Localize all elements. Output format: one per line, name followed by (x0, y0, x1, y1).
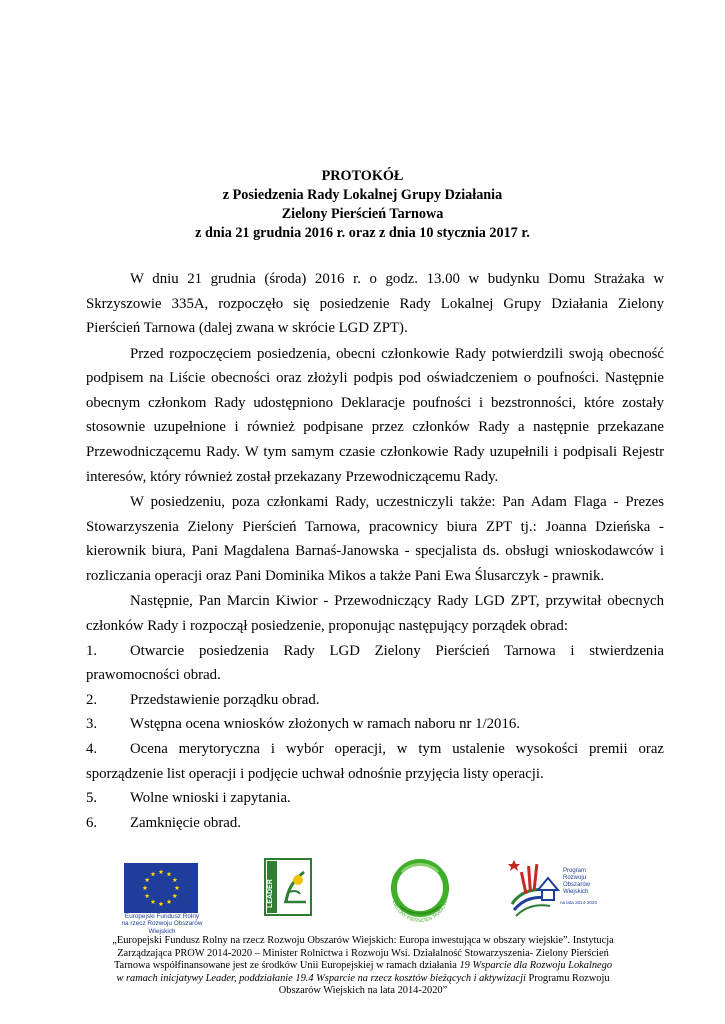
document-title (0, 167, 725, 243)
eu-stars-icon (124, 863, 198, 913)
logo-strip (0, 850, 725, 935)
prow-label-3: Obszarów (563, 882, 591, 888)
agenda-item-text: Ocena merytoryczna i wybór operacji, w tym ustalenie wysokości premii oraz sporządzenie list operacji i podjęcie uchwał odnośnie przyjęcia listy operacji. (86, 740, 664, 782)
agenda-item-number: 1. (86, 642, 98, 659)
paragraph-attendance: Przed rozpoczęciem posiedzenia, obecni członkowie Rady potwierdzili swoją obecność podpisem na Liście obecności oraz złożyli podpis pod oświadczeniem o poufności. Następnie obecnym członkom Rady udostępniono Deklaracje poufności i bezstronności, które zostały stosownie uzupełnione i również podpisane przez członków Rady a następnie przekazane Przewodniczącemu Rady. W tym samym czasie członkowie Rady uzupełnili i podpisali Rejestr interesów, który również został przekazany Przewodniczącemu Rady. (86, 345, 664, 485)
prow-label-1: Program (563, 868, 587, 874)
footer-line-3-text: Tarnowa współfinansowane jest ze środków Unii Europejskiej w ramach działania (113, 960, 460, 972)
footer-line-1: „Europejski Fundusz Rolny na rzecz Rozwoju Obszarów Wiejskich: Europa inwestująca w obszary wiejskie”. Instytucja (112, 935, 614, 946)
ring-label: ZIELONY PIERŚCIEŃ TARNOWA (390, 897, 450, 925)
agenda-item-number: 2. (86, 691, 98, 708)
footer-line-3-italic: 19 Wsparcie dla Rozwoju Lokalnego (459, 960, 613, 972)
footer-line-2: Zarządzająca PROW 2014-2020 – Minister Rolnictwa i Rozwoju Wsi. Działalność Stowarzyszenia- Zielony Pierścień (117, 947, 609, 959)
agenda-list (86, 639, 664, 836)
agenda-item-number: 5. (86, 790, 98, 807)
agenda-item-text: Otwarcie posiedzenia Rady LGD Zielony Pierścień Tarnowa i stwierdzenia prawomocności obrad. (86, 642, 664, 684)
title-line-4: z dnia 21 grudnia 2016 r. oraz z dnia 10 stycznia 2017 r. (195, 225, 530, 241)
agenda-item-text: Przedstawienie porządku obrad. (130, 691, 320, 708)
eu-flag-logo (124, 863, 198, 913)
prow-label-4: Wiejskich (563, 889, 589, 895)
leader-logo (264, 858, 312, 916)
agenda-item (86, 688, 664, 713)
footer-line-4 (74, 973, 652, 986)
footer-line-5: Obszarów Wiejskich na lata 2014-2020” (278, 985, 448, 997)
eu-fund-caption (112, 913, 212, 935)
eu-caption-line-1: Europejski Fundusz Rolny (124, 913, 200, 920)
agenda-item-number: 6. (86, 814, 98, 831)
prow-label-2: Rozwoju (563, 875, 587, 881)
footer-line-3 (74, 960, 652, 973)
agenda-item (86, 737, 664, 786)
agenda-item-text: Wstępna ocena wniosków złożonych w ramach naboru nr 1/2016. (130, 716, 520, 733)
agenda-item (86, 811, 664, 836)
document-body (86, 267, 664, 835)
footer-line-4-text: Programu Rozwoju (525, 972, 610, 984)
funding-footer (74, 935, 652, 998)
agenda-item-number: 4. (86, 740, 98, 757)
leader-icon (264, 858, 312, 916)
agenda-item (86, 786, 664, 811)
agenda-item (86, 712, 664, 737)
agenda-item (86, 639, 664, 688)
green-ring-icon (382, 854, 458, 926)
agenda-item-number: 3. (86, 716, 98, 733)
paragraph-agenda-intro: Następnie, Pan Marcin Kiwior - Przewodniczący Rady LGD ZPT, przywitał obecnych członków Rady i rozpoczął posiedzenie, proponując następujący porządek obrad: (86, 593, 664, 634)
leader-label: LEADER (267, 879, 274, 908)
prow-label-5: na lata 2014-2020 (560, 900, 598, 905)
agenda-item-text: Zamknięcie obrad. (130, 814, 241, 831)
paragraph-opening: W dniu 21 grudnia (środa) 2016 r. o godz. 13.00 w budynku Domu Strażaka w Skrzyszowie 335A, rozpoczęło się posiedzenie Rady Lokalnej Grupy Działania Zielony Pierścień Tarnowa (dalej zwana w skrócie LGD ZPT). (86, 271, 664, 337)
prow-icon (508, 852, 598, 924)
zielony-pierscien-logo (382, 854, 458, 926)
title-line-2: z Posiedzenia Rady Lokalnej Grupy Działania (222, 187, 503, 203)
prow-logo (508, 852, 598, 924)
title-line-1: PROTOKÓŁ (321, 168, 404, 184)
footer-line-4-italic: w ramach inicjatywy Leader, poddziałanie 19.4 Wsparcie na rzecz kosztów bieżących i aktywizacji (116, 972, 526, 984)
agenda-item-text: Wolne wnioski i zapytania. (130, 790, 291, 807)
title-line-3: Zielony Pierścień Tarnowa (281, 206, 444, 222)
eu-caption-line-2: na rzecz Rozwoju Obszarów Wiejskich (121, 920, 203, 935)
paragraph-participants: W posiedzeniu, poza członkami Rady, uczestniczyli także: Pan Adam Flaga - Prezes Stowarzyszenia Zielony Pierścień Tarnowa, pracownicy biura ZPT tj.: Joanna Dzieńska - kierownik biura, Pani Magdalena Barnaś-Janowska - specjalista ds. obsługi wnioskodawców i rozliczania operacji oraz Pani Dominika Mikos a także Pani Ewa Ślusarczyk - prawnik. (86, 494, 664, 584)
